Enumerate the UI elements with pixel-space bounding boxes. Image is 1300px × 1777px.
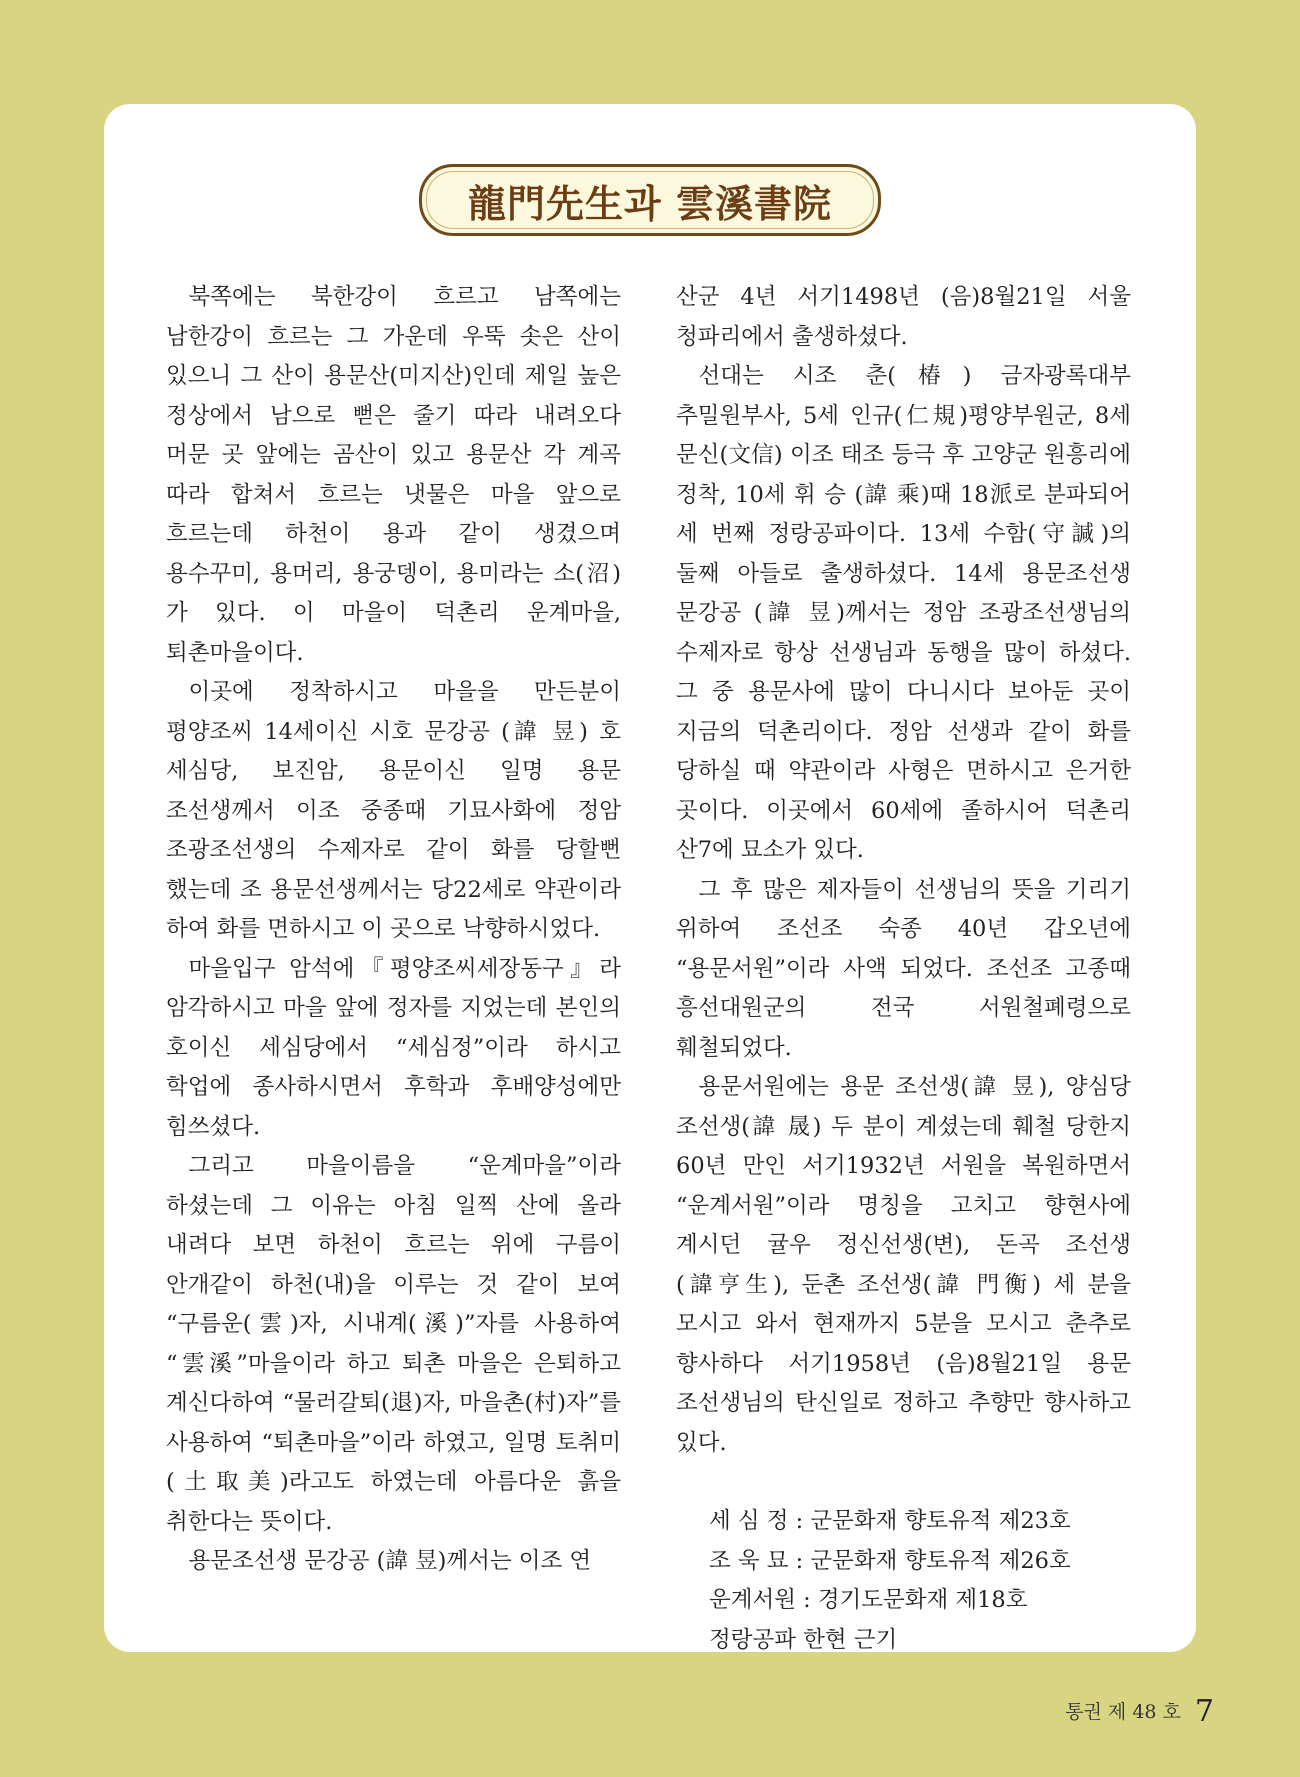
left-column (166, 278, 621, 1582)
issue-label: 통권 제 48 호 (1065, 1701, 1181, 1723)
paragraph: 마을입구 암석에『평양조씨세장동구』라 암각하시고 마을 앞에 정자를 지었는데 본인의 호이신 세심당에서 “세심정”이라 하시고 학업에 종사하시면서 후학과 후배양성에만 힘쓰셨다. (166, 955, 621, 1140)
paragraph: 그 후 많은 제자들이 선생님의 뜻을 기리기 위하여 조선조 숙종 40년 갑오년에 “용문서원”이라 사액 되었다. 조선조 고종때 흥선대원군의 전국 서원철폐령으로 훼철되었다. (676, 876, 1131, 1061)
heritage-list (676, 1502, 1131, 1660)
paragraph: 선대는 시조 춘(椿) 금자광록대부 추밀원부사, 5세 인규(仁規)평양부원군, 8세 문신(文信) 이조 태조 등극 후 고양군 원흥리에 정착, 10세 휘 승 (諱 乘)때 18派로 분파되어 세 번째 정랑공파이다. 13세 수함(守諴)의 둘째 아들로 출생하셨다. 14세 용문조선생 문강공 (諱 昱)께서는 정암 조광조선생님의 수제자로 항상 선생님과 동행을 많이 하셨다. 그 중 용문사에 많이 다니시다 보아둔 곳이 지금의 덕촌리이다. 정암 선생과 같이 화를 당하실 때 약관이라 사형은 면하시고 은거한 곳이다. 이곳에서 60세에 졸하시어 덕촌리 산7에 묘소가 있다. (676, 363, 1131, 863)
paragraph: 그리고 마을이름을 “운계마을”이라 하셨는데 그 이유는 아침 일찍 산에 올라 내려다 보면 하천이 흐르는 위에 구름이 안개같이 하천(내)을 이루는 것 같이 보여 “구름운(雲)자, 시내계(溪)”자를 사용하여 “雲溪”마을이라 하고 퇴촌 마을은 은퇴하고 계신다하여 “물러갈퇴(退)자, 마을촌(村)자”를 사용하여 “퇴촌마을”이라 하였고, 일명 토취미(土取美)라고도 하였는데 아름다운 흙을 취한다는 뜻이다. (166, 1153, 621, 1535)
article-title: 龍門先生과 雲溪書院 (468, 180, 832, 226)
page-number: 7 (1194, 1694, 1214, 1729)
title-banner (419, 164, 881, 236)
paragraph: 이곳에 정착하시고 마을을 만든분이 평양조씨 14세이신 시호 문강공 (諱 昱) 호 세심당, 보진암, 용문이신 일명 용문 조선생께서 이조 중종때 기묘사화에 정암 조광조선생의 수제자로 같이 화를 당할뻔 했는데 조 용문선생께서는 당22세로 약관이라 하여 화를 면하시고 이 곳으로 낙향하시었다. (166, 679, 621, 942)
heritage-item: 조 욱 묘 : 군문화재 향토유적 제26호 (709, 1547, 1071, 1574)
page-footer (1065, 1694, 1214, 1729)
heritage-item: 세 심 정 : 군문화재 향토유적 제23호 (709, 1508, 1071, 1534)
paragraph: 용문조선생 문강공 (諱 昱)께서는 이조 연 (188, 1548, 592, 1574)
heritage-item: 운계서원 : 경기도문화재 제18호 (709, 1587, 1028, 1613)
paragraph: 북쪽에는 북한강이 흐르고 남쪽에는 남한강이 흐르는 그 가운데 우뚝 솟은 산이 있으니 그 산이 용문산(미지산)인데 제일 높은 정상에서 남으로 뻗은 줄기 따라 내려오다 머문 곳 앞에는 곰산이 있고 용문산 각 계곡 따라 합쳐서 흐르는 냇물은 마을 앞으로 흐르는데 하천이 용과 같이 생겼으며 용수꾸미, 용머리, 용궁뎅이, 용미라는 소(沼)가 있다. 이 마을이 덕촌리 운계마을, 퇴촌마을이다. (166, 284, 621, 666)
heritage-item: 정랑공파 한현 근기 (709, 1626, 898, 1653)
right-column (676, 278, 1131, 1660)
paragraph: 용문서원에는 용문 조선생(諱 昱), 양심당 조선생(諱 晟) 두 분이 계셨는데 훼철 당한지 60년 만인 서기1932년 서원을 복원하면서 “운계서원”이라 명칭을 고치고 향현사에 계시던 귤우 정신선생(변), 돈곡 조선생(諱亨生), 둔촌 조선생(諱 門衡) 세 분을 모시고 와서 현재까지 5분을 모시고 춘추로 향사하다 서기1958년 (음)8월21일 용문 조선생님의 탄신일로 정하고 추향만 향사하고 있다. (676, 1074, 1131, 1456)
paragraph: 산군 4년 서기1498년 (음)8월21일 서울 청파리에서 출생하셨다. (676, 284, 1131, 350)
